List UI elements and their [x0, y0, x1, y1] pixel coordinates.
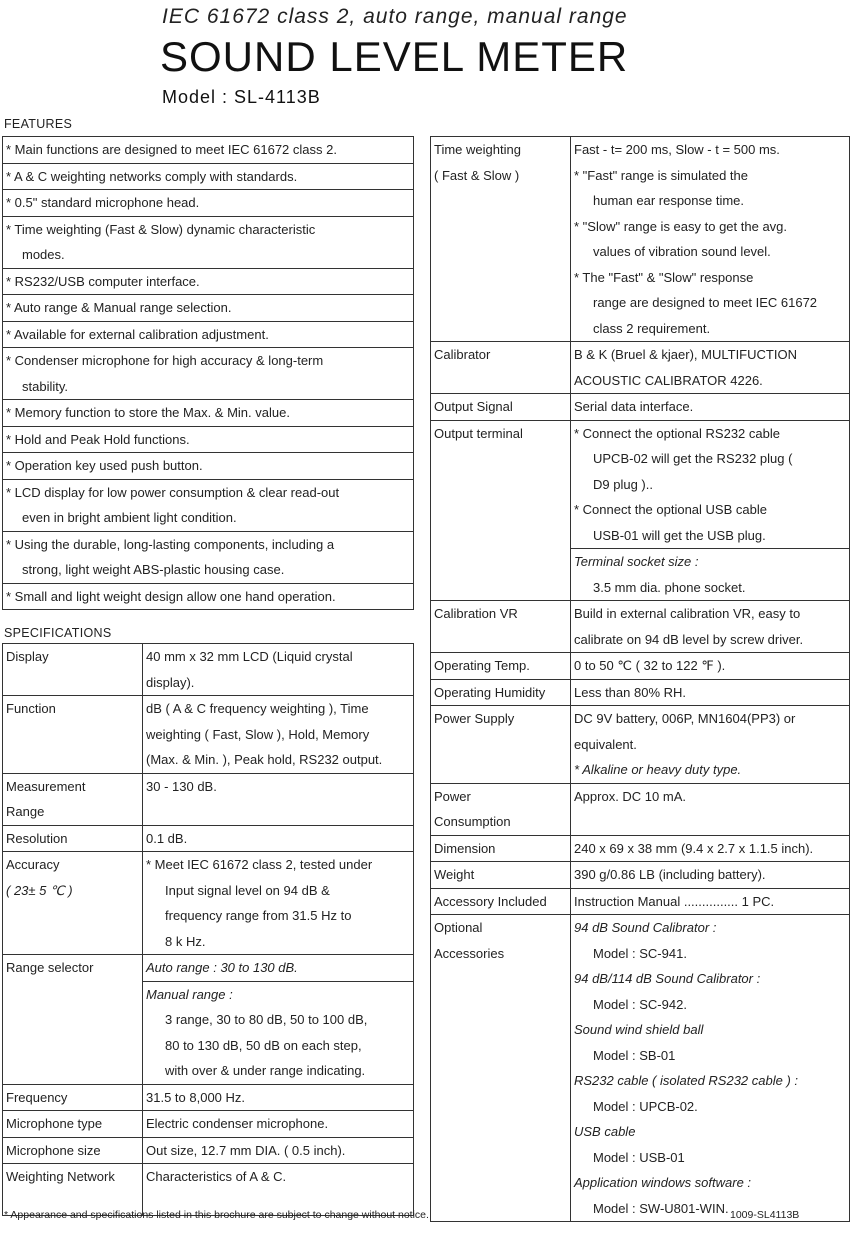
text-line: 3.5 mm dia. phone socket. — [593, 579, 746, 595]
spec-value — [571, 888, 850, 915]
text-line: * Hold and Peak Hold functions. — [6, 431, 190, 447]
feature-item — [3, 479, 414, 531]
model-number: Model : SL-4113B — [162, 87, 321, 107]
text-line: equivalent. — [574, 736, 637, 752]
text-line: * Small and light weight design allow one hand operation. — [6, 588, 336, 604]
spec-value — [571, 394, 850, 421]
spec-value — [143, 1111, 414, 1138]
spec-value — [571, 706, 850, 784]
text-line: Operating Temp. — [434, 658, 530, 673]
spec-value — [143, 773, 414, 825]
spec-name — [431, 342, 571, 394]
feature-item — [3, 531, 414, 583]
feature-row — [3, 163, 414, 190]
spec-row — [3, 1164, 414, 1216]
feature-row — [3, 137, 414, 164]
feature-row — [3, 531, 414, 583]
spec-row — [431, 679, 850, 706]
spec-name — [3, 773, 143, 825]
specifications-heading: SPECIFICATIONS — [4, 626, 112, 640]
text-line: * "Slow" range is easy to get the avg. — [574, 218, 788, 234]
text-line: Power Supply — [434, 711, 515, 726]
text-line: 31.5 to 8,000 Hz. — [146, 1089, 246, 1105]
text-line: Weight — [434, 867, 475, 882]
document-subtitle: IEC 61672 class 2, auto range, manual range — [162, 5, 628, 28]
feature-row — [3, 426, 414, 453]
text-line: Instruction Manual ............... 1 PC. — [574, 893, 775, 909]
spec-value — [571, 342, 850, 394]
text-line: 390 g/0.86 LB (including battery). — [574, 867, 766, 882]
feature-item — [3, 295, 414, 322]
feature-row — [3, 321, 414, 348]
spec-row — [431, 653, 850, 680]
text-line: Model : USB-01 — [593, 1149, 685, 1165]
spec-row — [431, 915, 850, 1222]
feature-row — [3, 453, 414, 480]
feature-row — [3, 400, 414, 427]
text-line: * Meet IEC 61672 class 2, tested under — [146, 857, 373, 872]
text-line: D9 plug ).. — [593, 476, 653, 492]
text-line: Characteristics of A & C. — [146, 1169, 287, 1184]
footer-disclaimer: * Appearance and specifications listed in this brochure are subject to change without notice. — [4, 1209, 429, 1221]
text-line: Model : UPCB-02. — [593, 1098, 698, 1114]
text-line: * 0.5" standard microphone head. — [6, 195, 200, 210]
spec-name — [431, 706, 571, 784]
text-line: Accuracy — [6, 857, 60, 872]
feature-item — [3, 400, 414, 427]
text-line: Model : SB-01 — [593, 1047, 676, 1063]
text-line: * Auto range & Manual range selection. — [6, 300, 232, 315]
feature-row — [3, 190, 414, 217]
features-table — [2, 136, 414, 610]
spec-value — [571, 420, 850, 549]
spec-row — [431, 783, 850, 835]
text-line: * A & C weighting networks comply with standards. — [6, 168, 298, 184]
spec-row — [431, 888, 850, 915]
text-line: Sound wind shield ball — [574, 1022, 704, 1037]
spec-name — [3, 1111, 143, 1138]
spec-name — [431, 679, 571, 706]
text-line: frequency range from 31.5 Hz to — [165, 908, 352, 923]
spec-value — [143, 825, 414, 852]
text-line: Input signal level on 94 dB & — [165, 882, 330, 898]
spec-row — [3, 1111, 414, 1138]
text-line: Application windows software : — [574, 1175, 752, 1190]
text-line: even in bright ambient light condition. — [22, 510, 237, 525]
text-line: Weighting Network — [6, 1169, 115, 1184]
spec-name — [3, 1084, 143, 1111]
text-line: * Alkaline or heavy duty type. — [574, 762, 742, 777]
text-line: Model : SC-941. — [593, 945, 687, 961]
feature-row — [3, 583, 414, 610]
spec-row — [431, 137, 850, 342]
text-line: dB ( A & C frequency weighting ), Time — [146, 701, 369, 716]
text-line: DC 9V battery, 006P, MN1604(PP3) or — [574, 711, 796, 726]
spec-name — [431, 835, 571, 862]
text-line: Dimension — [434, 840, 496, 856]
text-line: Model : SC-942. — [593, 996, 687, 1012]
spec-row — [3, 1137, 414, 1164]
feature-item — [3, 163, 414, 190]
text-line: Frequency — [6, 1089, 68, 1105]
text-line: 94 dB Sound Calibrator : — [574, 920, 717, 935]
spec-name — [431, 394, 571, 421]
spec-row — [431, 394, 850, 421]
text-line: values of vibration sound level. — [593, 244, 771, 259]
feature-row — [3, 295, 414, 322]
spec-value — [571, 783, 850, 835]
spec-value — [571, 653, 850, 680]
spec-row — [3, 1084, 414, 1111]
feature-item — [3, 583, 414, 610]
text-line: * Connect the optional RS232 cable — [574, 425, 780, 441]
text-line: Serial data interface. — [574, 399, 694, 414]
text-line: 80 to 130 dB, 50 dB on each step, — [165, 1037, 362, 1053]
text-line: range are designed to meet IEC 61672 — [593, 295, 818, 310]
spec-name — [3, 955, 143, 1085]
text-line: Range — [6, 804, 45, 819]
spec-value — [143, 644, 414, 696]
text-line: RS232 cable ( isolated RS232 cable ) : — [574, 1073, 799, 1088]
text-line: Calibration VR — [434, 606, 518, 621]
spec-name — [3, 696, 143, 774]
text-line: Time weighting — [434, 142, 521, 157]
text-line: (Max. & Min. ), Peak hold, RS232 output. — [146, 752, 383, 767]
text-line: Model : SW-U801-WIN. — [593, 1200, 729, 1216]
feature-item — [3, 216, 414, 268]
text-line: USB-01 will get the USB plug. — [593, 527, 766, 543]
spec-name — [431, 653, 571, 680]
text-line: with over & under range indicating. — [165, 1063, 366, 1078]
text-line: UPCB-02 will get the RS232 plug ( — [593, 451, 793, 466]
text-line: * Connect the optional USB cable — [574, 502, 767, 517]
text-line: Consumption — [434, 814, 511, 829]
spec-row — [3, 773, 414, 825]
text-line: Fast - t= 200 ms, Slow - t = 500 ms. — [574, 142, 780, 157]
feature-item — [3, 190, 414, 217]
feature-item — [3, 321, 414, 348]
text-line: Out size, 12.7 mm DIA. ( 0.5 inch). — [146, 1142, 346, 1158]
text-line: Optional — [434, 920, 483, 935]
text-line: * LCD display for low power consumption & clear read-out — [6, 484, 340, 500]
text-line: Approx. DC 10 mA. — [574, 788, 686, 804]
spec-value — [143, 1137, 414, 1164]
spec-value — [143, 696, 414, 774]
text-line: modes. — [22, 247, 65, 262]
text-line: 0.1 dB. — [146, 830, 188, 846]
text-line: Accessories — [434, 945, 505, 961]
text-line: USB cable — [574, 1124, 636, 1139]
spec-name — [431, 601, 571, 653]
text-line: stability. — [22, 378, 68, 394]
spec-value — [571, 915, 850, 1222]
feature-row — [3, 216, 414, 268]
feature-item — [3, 268, 414, 295]
spec-value — [571, 862, 850, 889]
spec-value — [571, 137, 850, 342]
spec-value — [571, 835, 850, 862]
text-line: 3 range, 30 to 80 dB, 50 to 100 dB, — [165, 1012, 368, 1027]
spec-name — [431, 420, 571, 601]
text-line: display). — [146, 674, 195, 690]
feature-item — [3, 426, 414, 453]
text-line: Function — [6, 701, 56, 716]
text-line: 30 - 130 dB. — [146, 778, 217, 794]
feature-row — [3, 348, 414, 400]
specifications-table-left — [2, 643, 414, 1216]
text-line: Calibrator — [434, 347, 491, 362]
features-heading: FEATURES — [4, 117, 73, 131]
text-line: human ear response time. — [593, 193, 745, 208]
document-title: SOUND LEVEL METER — [160, 33, 629, 80]
text-line: 0 to 50 ℃ ( 32 to 122 ℉ ). — [574, 658, 726, 673]
spec-name — [431, 137, 571, 342]
text-line: Manual range : — [146, 986, 233, 1002]
feature-item — [3, 348, 414, 400]
text-line: * Operation key used push button. — [6, 458, 203, 473]
spec-row — [431, 835, 850, 862]
feature-item — [3, 137, 414, 164]
specifications-table-right — [430, 136, 850, 1222]
text-line: Build in external calibration VR, easy to — [574, 606, 801, 621]
text-line: Terminal socket size : — [574, 554, 699, 569]
feature-item — [3, 453, 414, 480]
text-line: * Memory function to store the Max. & Min. value. — [6, 405, 290, 420]
spec-row — [431, 420, 850, 549]
text-line: weighting ( Fast, Slow ), Hold, Memory — [146, 726, 370, 742]
text-line: * Time weighting (Fast & Slow) dynamic characteristic — [6, 221, 316, 237]
text-line: * RS232/USB computer interface. — [6, 273, 200, 289]
spec-row — [431, 601, 850, 653]
text-line: strong, light weight ABS-plastic housing case. — [22, 562, 285, 577]
spec-value — [571, 679, 850, 706]
spec-row — [3, 696, 414, 774]
feature-row — [3, 268, 414, 295]
text-line: 8 k Hz. — [165, 933, 206, 949]
spec-value — [571, 549, 850, 601]
spec-name — [431, 915, 571, 1222]
spec-name — [3, 1164, 143, 1216]
text-line: Accessory Included — [434, 893, 547, 909]
spec-row — [3, 825, 414, 852]
text-line: Microphone size — [6, 1142, 101, 1158]
text-line: Resolution — [6, 830, 68, 846]
text-line: Less than 80% RH. — [574, 684, 687, 700]
spec-row — [431, 342, 850, 394]
text-line: Operating Humidity — [434, 684, 546, 700]
text-line: * Using the durable, long-lasting components, including a — [6, 536, 335, 552]
spec-value — [571, 601, 850, 653]
text-line: Measurement — [6, 778, 86, 794]
spec-name — [431, 783, 571, 835]
spec-row — [431, 862, 850, 889]
text-line: class 2 requirement. — [593, 320, 711, 336]
text-line: calibrate on 94 dB level by screw driver. — [574, 631, 804, 647]
feature-row — [3, 479, 414, 531]
spec-value — [143, 852, 414, 955]
text-line: Microphone type — [6, 1116, 103, 1131]
text-line: Power — [434, 788, 471, 804]
text-line: * Available for external calibration adjustment. — [6, 326, 269, 342]
text-line: * "Fast" range is simulated the — [574, 167, 748, 183]
spec-name — [431, 888, 571, 915]
spec-value — [143, 1164, 414, 1216]
text-line: 94 dB/114 dB Sound Calibrator : — [574, 971, 761, 986]
spec-row — [431, 706, 850, 784]
spec-name — [3, 1137, 143, 1164]
text-line: * Main functions are designed to meet IEC 61672 class 2. — [6, 142, 337, 157]
text-line: Output terminal — [434, 425, 523, 441]
spec-value — [143, 955, 414, 982]
spec-value — [143, 981, 414, 1084]
spec-row — [3, 955, 414, 982]
spec-row — [3, 852, 414, 955]
text-line: Range selector — [6, 960, 94, 975]
text-line: * Condenser microphone for high accuracy & long-term — [6, 353, 324, 368]
text-line: 40 mm x 32 mm LCD (Liquid crystal — [146, 649, 353, 664]
spec-name — [3, 852, 143, 955]
spec-row — [3, 644, 414, 696]
text-line: ( Fast & Slow ) — [434, 167, 520, 183]
text-line: * The "Fast" & "Slow" response — [574, 269, 754, 285]
spec-name — [431, 862, 571, 889]
spec-value — [143, 1084, 414, 1111]
text-line: Auto range : 30 to 130 dB. — [146, 960, 298, 975]
text-line: 240 x 69 x 38 mm (9.4 x 2.7 x 1.1.5 inch). — [574, 840, 814, 856]
text-line: Electric condenser microphone. — [146, 1116, 329, 1131]
text-line: ACOUSTIC CALIBRATOR 4226. — [574, 372, 763, 388]
text-line: ( 23± 5 ℃ ) — [6, 882, 73, 898]
spec-name — [3, 825, 143, 852]
footer-document-code: 1009-SL4113B — [730, 1209, 800, 1221]
text-line: Output Signal — [434, 399, 513, 414]
text-line: Display — [6, 649, 49, 664]
text-line: B & K (Bruel & kjaer), MULTIFUCTION — [574, 347, 797, 362]
spec-name — [3, 644, 143, 696]
